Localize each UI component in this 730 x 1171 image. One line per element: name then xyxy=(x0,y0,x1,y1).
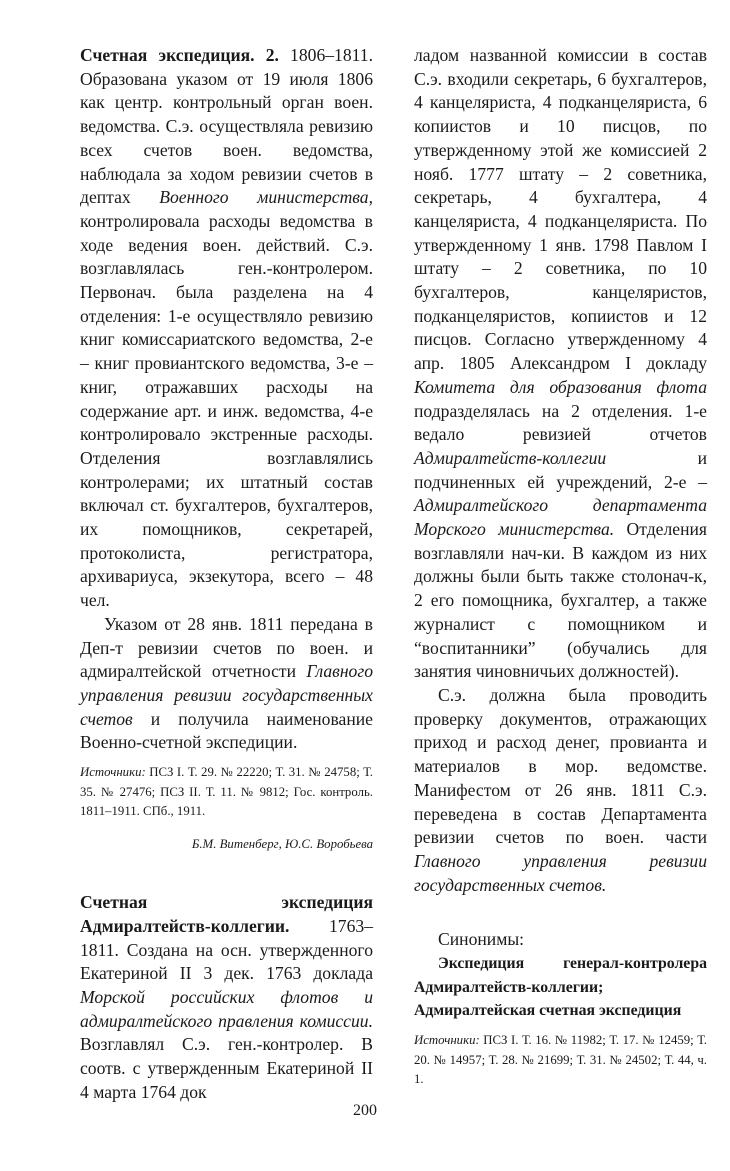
left-column xyxy=(80,44,373,1104)
sources-text: ПСЗ I. Т. 29. № 22220; Т. 31. № 24758; Т. 35. № 27476; ПСЗ II. Т. 11. № 9812; Гос. контроль. 1811–1911. СПб., 1911. xyxy=(80,765,373,819)
sources xyxy=(414,1031,707,1090)
cross-reference: Комитета для образования флота xyxy=(414,376,707,397)
entry-military-accounting-expedition xyxy=(80,44,373,613)
entry-separator xyxy=(80,854,373,891)
entry-headword: Счетная экспедиция. 2. xyxy=(80,45,279,65)
synonyms-label: Синонимы: xyxy=(438,929,525,950)
entry-text: Указом от 28 янв. 1811 передана в Деп-т ревизии счетов по воен. и адмиралтейской отчетности xyxy=(80,613,373,682)
sources-label: Источники: xyxy=(80,765,146,780)
entry-separator xyxy=(414,897,707,928)
entry-text: Возглавлял С.э. ген.-контролер. В соотв. с утвержденным Екатериной II 4 марта 1764 док xyxy=(80,1034,373,1102)
page-number: 200 xyxy=(353,1102,377,1119)
entry-text: подразделялась на 2 отделения. 1-е ведало ревизией отчетов xyxy=(414,400,707,445)
sources-text: ПСЗ I. Т. 16. № 11982; Т. 17. № 12459; Т. 20. № 14957; Т. 28. № 21699; Т. 31. № 24502; Т. 44, ч. 1. xyxy=(414,1033,707,1087)
entry-text: 1763–1811. Создана на осн. утвержденного Екатериной II 3 дек. 1763 доклада xyxy=(80,915,373,984)
entry-authors: Б.М. Витенберг, Ю.С. Воробьева xyxy=(191,836,373,851)
entry-paragraph xyxy=(80,613,373,755)
entry-text: контролировала расходы ведомства в ходе ведения воен. действий. С.э. возглавлялась ген.-контролером. Первонач. была разделена на 4 отделения: 1-е осуществляло ревизию книг комиссариатского ведомства, 2-е – книг провиантского ведомства, 3-е – книг, отражавших расходы на содержание арт. и инж. ведомства, 4-е контролировало экстренные расходы. Отделения возглавлялись контролерами; их штатный состав включал ст. бухгалтеров, бухгалтеров, их помощников, секретарей, протоколиста, регистратора, архивариуса, экзекутора, всего – 48 чел. xyxy=(80,210,373,611)
entry-admiralty-accounting-expedition xyxy=(80,891,373,1104)
entry-text: С.э. должна была проводить проверку документов, отражающих приход и расход денег, провианта и материалов в мор. ведомстве. Манифестом от 26 янв. 1811 С.э. переведена в состав Департамента ревизии счетов по воен. части xyxy=(414,684,707,848)
entry-continuation xyxy=(414,44,707,684)
entry-text: и подчиненных ей учреждений, 2-е – xyxy=(414,447,707,492)
sources-label: Источники: xyxy=(414,1033,480,1048)
right-column xyxy=(414,44,707,1090)
entry-text: ладом названной комиссии в состав С.э. входили секретарь, 6 бухгалтеров, 4 канцеляриста, 4 подканцеляриста, 6 копиистов и 10 писцов, по утвержденному этой же комиссией 2 нояб. 1777 штату – 2 советника, секретарь, 4 бухгалтера, 4 канцеляриста, 4 подканцеляриста. По утвержденному 1 янв. 1798 Павлом I штату – 2 советника, по 10 бухгалтеров, канцеляристов, подканцеляристов, копиистов и 12 писцов. Согласно утвержденному 4 апр. 1805 Александром I докладу xyxy=(414,45,707,374)
cross-reference: Морской российских флотов и адмиралтейского правления комиссии. xyxy=(80,986,373,1031)
entry-text: и получила наименование Военно-счетной экспедиции. xyxy=(80,708,373,753)
cross-reference: Адмиралтейств-коллегии xyxy=(414,447,607,468)
sources xyxy=(80,763,373,822)
synonyms-text: Экспедиция генерал-контролера Адмиралтейств-коллегии; Адмиралтейская счетная экспедиция xyxy=(414,955,707,1020)
cross-reference: Главного управления ревизии государственных счетов xyxy=(80,661,373,729)
entry-headword: Счетная экспедиция Адмиралтейств-коллегии. xyxy=(80,892,373,936)
cross-reference: Военного министерства, xyxy=(159,187,373,208)
entry-text: 1806–1811. Образована указом от 19 июля 1806 как центр. контрольный орган воен. ведомства. С.э. осуществляла ревизию всех счетов воен. ведомства, наблюдала за ходом ревизии счетов в дептах xyxy=(80,45,373,208)
cross-reference: Главного управления ревизии государственных счетов. xyxy=(414,850,707,895)
entry-text: Отделения возглавляли нач-ки. В каждом из них должны были быть также столонач-к, 2 его помощника, бухгалтер, а также журналист с помощником и “воспитанники” (обучались для занятия чиновничьих должностей). xyxy=(414,519,707,682)
cross-reference: Адмиралтейского департамента Морского министерства. xyxy=(414,495,707,540)
entry-paragraph xyxy=(414,684,707,897)
